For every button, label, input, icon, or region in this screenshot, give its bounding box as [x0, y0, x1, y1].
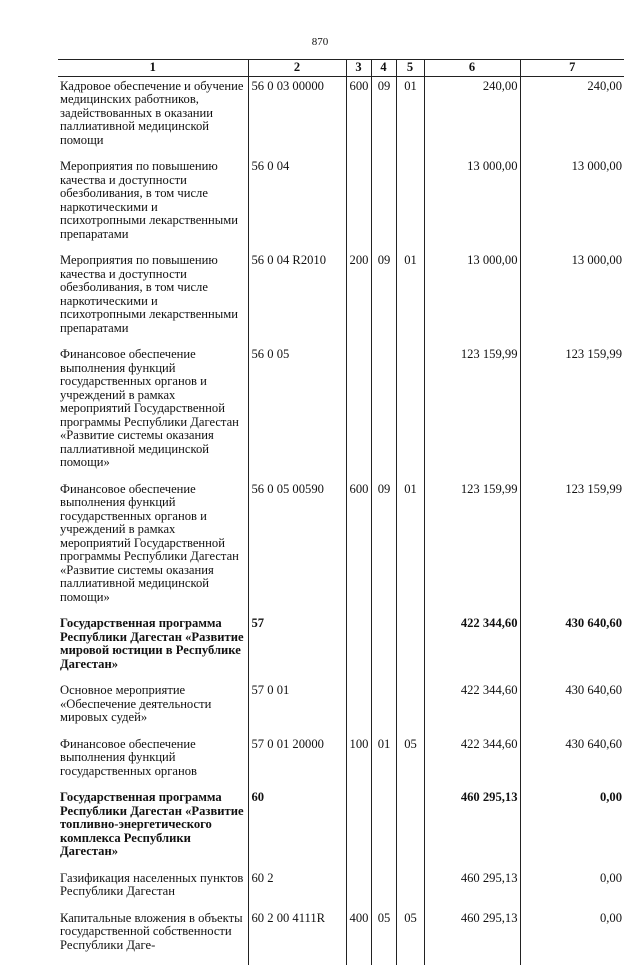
row-col7: 123 159,99 — [520, 348, 624, 483]
col-header-5: 5 — [396, 60, 424, 77]
row-col3 — [346, 160, 371, 254]
row-col4 — [371, 791, 396, 872]
row-col7: 13 000,00 — [520, 160, 624, 254]
row-col5: 05 — [396, 912, 424, 965]
row-col6: 13 000,00 — [424, 254, 520, 348]
row-code: 60 — [248, 791, 346, 872]
table-row — [58, 76, 624, 160]
row-code: 56 0 04 — [248, 160, 346, 254]
row-col3 — [346, 791, 371, 872]
row-col3 — [346, 617, 371, 684]
row-col6: 422 344,60 — [424, 738, 520, 792]
row-col6: 460 295,13 — [424, 791, 520, 872]
row-code: 60 2 — [248, 872, 346, 912]
row-col5 — [396, 348, 424, 483]
page-number: 870 — [0, 36, 640, 48]
row-name: Кадровое обеспечение и обучение медицинских работников, задействованных в оказании паллиативной медицинской помощи — [58, 76, 248, 160]
col-header-7: 7 — [520, 60, 624, 77]
row-col6: 460 295,13 — [424, 912, 520, 965]
row-name: Государственная программа Республики Дагестан «Развитие мировой юстиции в Республике Дагестан» — [58, 617, 248, 684]
row-col4 — [371, 348, 396, 483]
row-col7: 430 640,60 — [520, 738, 624, 792]
row-code: 56 0 03 00000 — [248, 76, 346, 160]
table-row — [58, 160, 624, 254]
row-code: 56 0 04 R2010 — [248, 254, 346, 348]
table-row — [58, 738, 624, 792]
col-header-1: 1 — [58, 60, 248, 77]
row-col6: 460 295,13 — [424, 872, 520, 912]
row-col6: 422 344,60 — [424, 617, 520, 684]
row-code: 57 0 01 20000 — [248, 738, 346, 792]
row-col3 — [346, 348, 371, 483]
row-col7: 123 159,99 — [520, 483, 624, 618]
row-name: Капитальные вложения в объекты государственной собственности Республики Даге- — [58, 912, 248, 965]
row-col5 — [396, 791, 424, 872]
row-col7: 13 000,00 — [520, 254, 624, 348]
row-col5 — [396, 872, 424, 912]
table-row — [58, 684, 624, 738]
table-row — [58, 254, 624, 348]
row-name: Мероприятия по повышению качества и доступности обезболивания, в том числе наркотическими и психотропными лекарственными препаратами — [58, 254, 248, 348]
col-header-3: 3 — [346, 60, 371, 77]
row-col5 — [396, 160, 424, 254]
table-row — [58, 348, 624, 483]
row-col7: 0,00 — [520, 912, 624, 965]
row-col5 — [396, 617, 424, 684]
row-col4: 09 — [371, 483, 396, 618]
row-name: Финансовое обеспечение выполнения функций государственных органов и учреждений в рамках мероприятий Государственной программы Республики Дагестан «Развитие системы оказания паллиативной медицинской помощи» — [58, 348, 248, 483]
row-col5: 01 — [396, 254, 424, 348]
row-col7: 0,00 — [520, 791, 624, 872]
row-name: Государственная программа Республики Дагестан «Развитие топливно-энергетического комплекса Республики Дагестан» — [58, 791, 248, 872]
row-col7: 430 640,60 — [520, 684, 624, 738]
row-code: 60 2 00 4111R — [248, 912, 346, 965]
col-header-2: 2 — [248, 60, 346, 77]
row-code: 56 0 05 — [248, 348, 346, 483]
col-header-4: 4 — [371, 60, 396, 77]
row-col5: 01 — [396, 76, 424, 160]
row-col3: 200 — [346, 254, 371, 348]
row-col3 — [346, 872, 371, 912]
row-col3: 100 — [346, 738, 371, 792]
table-row-program — [58, 791, 624, 872]
row-col4 — [371, 160, 396, 254]
row-name: Финансовое обеспечение выполнения функций государственных органов — [58, 738, 248, 792]
row-code: 57 0 01 — [248, 684, 346, 738]
row-col3 — [346, 684, 371, 738]
row-col6: 123 159,99 — [424, 483, 520, 618]
row-col6: 123 159,99 — [424, 348, 520, 483]
row-col4 — [371, 617, 396, 684]
table-row-program — [58, 617, 624, 684]
row-name: Газификация населенных пунктов Республики Дагестан — [58, 872, 248, 912]
row-col7: 430 640,60 — [520, 617, 624, 684]
row-code: 57 — [248, 617, 346, 684]
row-col7: 240,00 — [520, 76, 624, 160]
row-name: Основное мероприятие «Обеспечение деятельности мировых судей» — [58, 684, 248, 738]
row-col3: 600 — [346, 76, 371, 160]
table-row — [58, 483, 624, 618]
row-col4: 05 — [371, 912, 396, 965]
row-col4: 09 — [371, 76, 396, 160]
table-row — [58, 912, 624, 965]
row-col4: 09 — [371, 254, 396, 348]
row-col3: 600 — [346, 483, 371, 618]
row-col4 — [371, 684, 396, 738]
row-col7: 0,00 — [520, 872, 624, 912]
row-col5: 01 — [396, 483, 424, 618]
row-col5: 05 — [396, 738, 424, 792]
row-name: Мероприятия по повышению качества и доступности обезболивания, в том числе наркотическими и психотропными лекарственными препаратами — [58, 160, 248, 254]
col-header-6: 6 — [424, 60, 520, 77]
budget-table — [58, 59, 624, 965]
row-col3: 400 — [346, 912, 371, 965]
row-col6: 240,00 — [424, 76, 520, 160]
row-col5 — [396, 684, 424, 738]
row-name: Финансовое обеспечение выполнения функций государственных органов и учреждений в рамках мероприятий Государственной программы Республики Дагестан «Развитие системы оказания паллиативной медицинской помощи» — [58, 483, 248, 618]
row-col6: 422 344,60 — [424, 684, 520, 738]
row-code: 56 0 05 00590 — [248, 483, 346, 618]
row-col4 — [371, 872, 396, 912]
table-row — [58, 872, 624, 912]
row-col4: 01 — [371, 738, 396, 792]
header-row — [58, 60, 624, 77]
row-col6: 13 000,00 — [424, 160, 520, 254]
